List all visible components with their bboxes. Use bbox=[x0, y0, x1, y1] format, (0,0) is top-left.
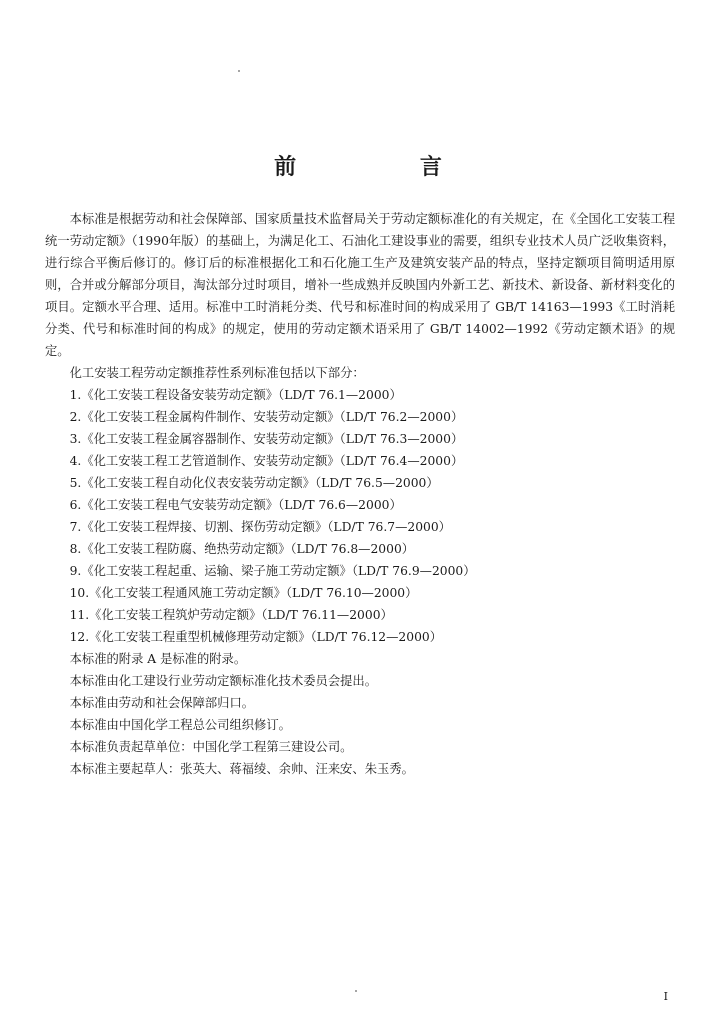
closing-line: 本标准负责起草单位：中国化学工程第三建设公司。 bbox=[69, 740, 353, 754]
closing-line: 本标准的附录 A 是标准的附录。 bbox=[69, 652, 247, 666]
series-intro: 化工安装工程劳动定额推荐性系列标准包括以下部分： bbox=[69, 366, 365, 380]
list-item: 3.《化工安装工程金属容器制作、安装劳动定额》（LD/T 76.3—2000） bbox=[69, 432, 464, 446]
closing-line: 本标准由化工建设行业劳动定额标准化技术委员会提出。 bbox=[69, 674, 378, 688]
list-item: 7.《化工安装工程焊接、切割、探伤劳动定额》（LD/T 76.7—2000） bbox=[69, 520, 451, 534]
list-item: 6.《化工安装工程电气安装劳动定额》（LD/T 76.6—2000） bbox=[69, 498, 402, 512]
list-item: 5.《化工安装工程自动化仪表安装劳动定额》（LD/T 76.5—2000） bbox=[69, 476, 439, 490]
intro-paragraph: 本标准是根据劳动和社会保障部、国家质量技术监督局关于劳动定额标准化的有关规定，在《全国化工安装工程统一劳动定额》（1990年版）的基础上，为满足化工、石油化工建设事业的需要，组织专业技术人员广泛收集资料，进行综合平衡后修订的。修订后的标准根据化工和石化施工生产及建筑安装产品的特点，坚持定额项目简明适用原则，合并或分解部分项目，淘汰部分过时项目，增补一些成熟并反映国内外新工艺、新技术、新设备、新材料变化的项目。定额水平合理、适用。标准中工时消耗分类、代号和标准时间的构成采用了 GB/T 14163—1993《工时消耗分类、代号和标准时间的构成》的规定，使用的劳动定额术语采用了 GB/T 14002—1992《劳动定额术语》的规定。 bbox=[45, 212, 675, 358]
closing-line: 本标准主要起草人：张英大、蒋福绫、余帅、汪来安、朱玉秀。 bbox=[69, 762, 414, 776]
list-item: 11.《化工安装工程筑炉劳动定额》（LD/T 76.11—2000） bbox=[69, 608, 393, 622]
list-item: 10.《化工安装工程通风施工劳动定额》（LD/T 76.10—2000） bbox=[69, 586, 418, 600]
list-item: 9.《化工安装工程起重、运输、梁子施工劳动定额》（LD/T 76.9—2000） bbox=[69, 564, 476, 578]
closing-line: 本标准由中国化学工程总公司组织修订。 bbox=[69, 718, 291, 732]
list-item: 4.《化工安装工程工艺管道制作、安装劳动定额》（LD/T 76.4—2000） bbox=[69, 454, 464, 468]
list-item: 1.《化工安装工程设备安装劳动定额》（LD/T 76.1—2000） bbox=[69, 388, 402, 402]
closing-notes bbox=[45, 648, 675, 780]
list-item: 12.《化工安装工程重型机械修理劳动定额》（LD/T 76.12—2000） bbox=[69, 630, 443, 644]
standards-list bbox=[45, 384, 675, 648]
list-item: 2.《化工安装工程金属构件制作、安装劳动定额》（LD/T 76.2—2000） bbox=[69, 410, 464, 424]
page-number: I bbox=[663, 990, 668, 1003]
page-title: 前 言 bbox=[274, 154, 500, 180]
scan-speck bbox=[238, 70, 240, 72]
document-body bbox=[45, 208, 675, 780]
list-item: 8.《化工安装工程防腐、绝热劳动定额》（LD/T 76.8—2000） bbox=[69, 542, 415, 556]
closing-line: 本标准由劳动和社会保障部归口。 bbox=[69, 696, 255, 710]
scan-speck bbox=[355, 990, 357, 992]
